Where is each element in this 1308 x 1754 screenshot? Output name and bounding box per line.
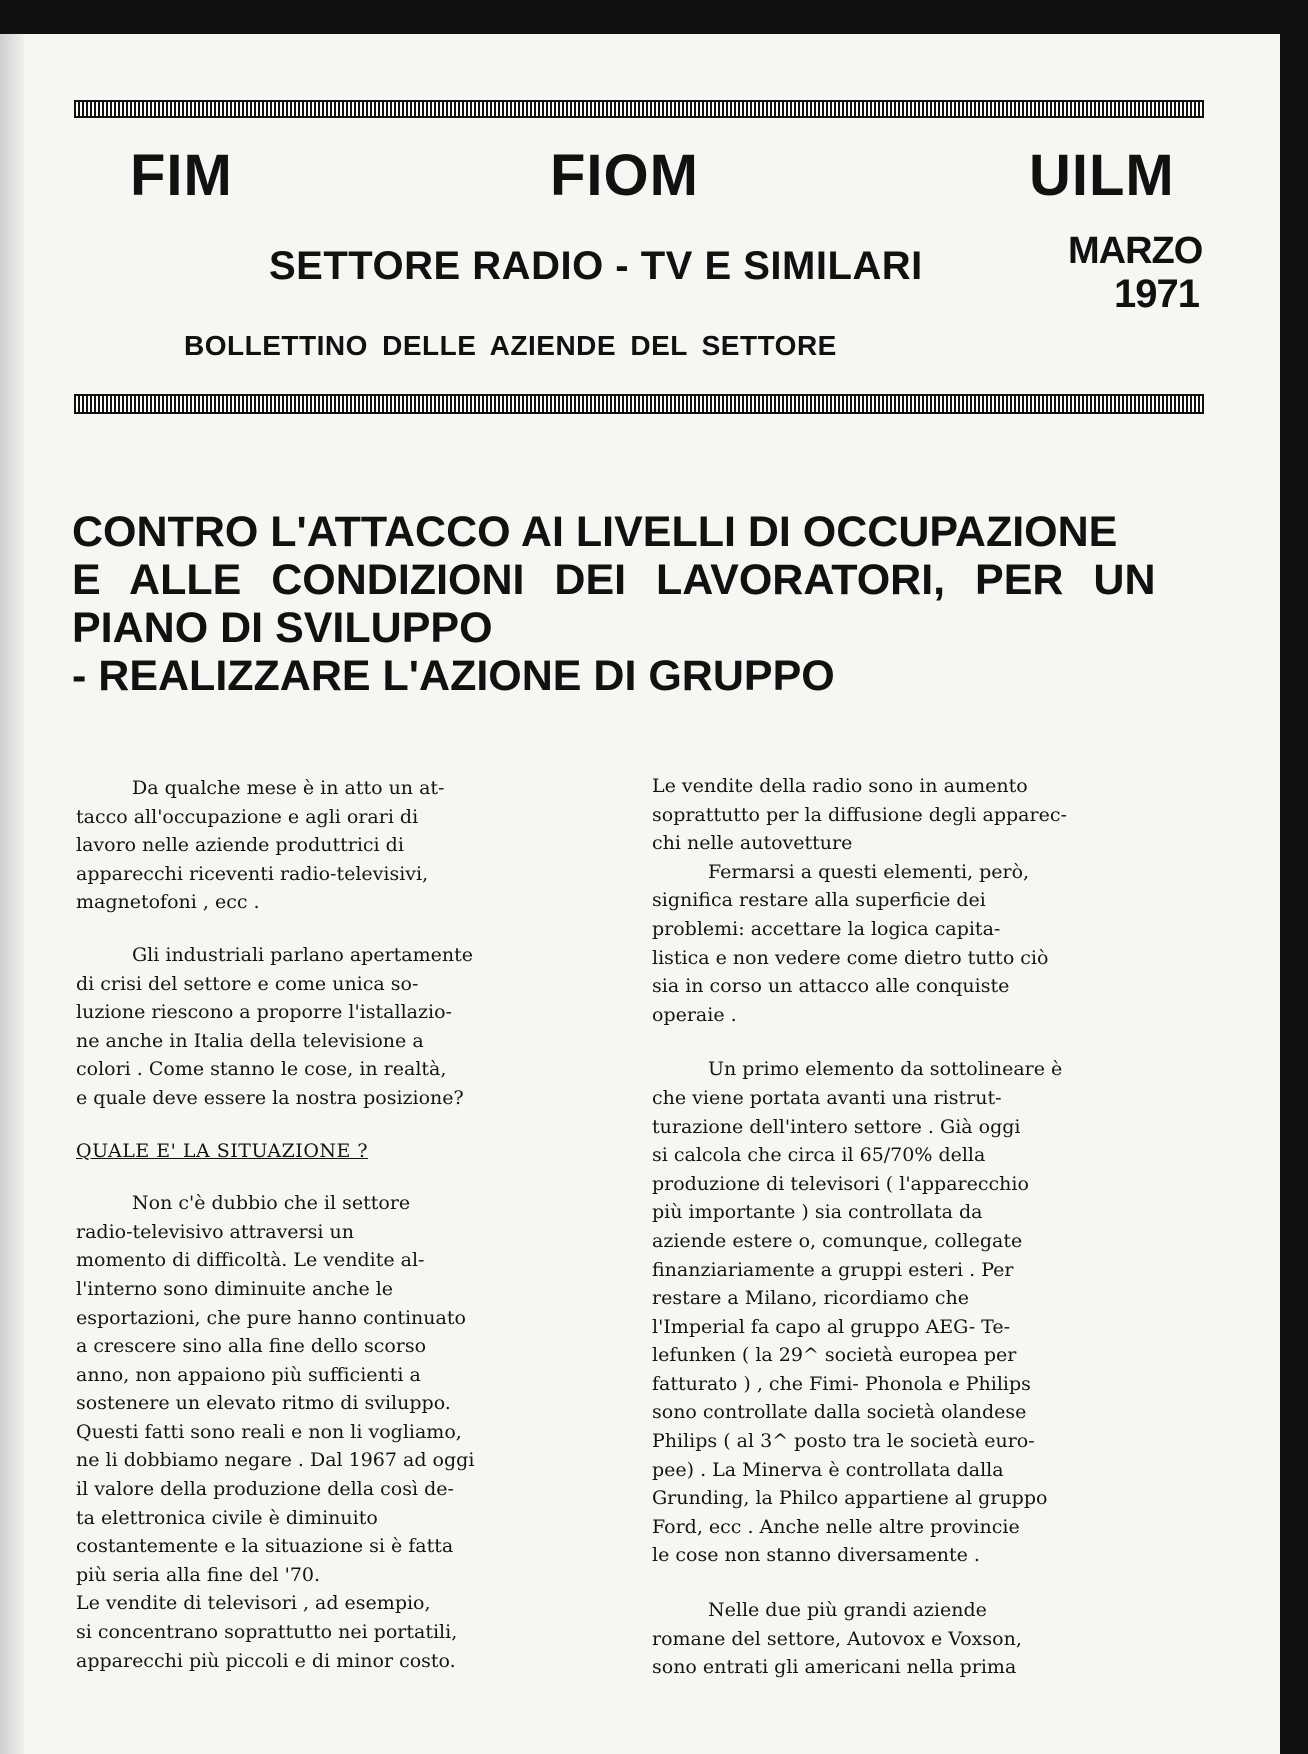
union-fiom: FIOM: [550, 143, 699, 208]
bottom-rule: [74, 394, 1204, 414]
paragraph: [652, 772, 1232, 858]
text-line: tacco all'occupazione e agli orari di: [76, 805, 419, 828]
text-line: di crisi del settore e come unica so-: [76, 972, 419, 995]
text-line: soprattutto per la diffusione degli apparec-: [652, 803, 1067, 826]
text-line: apparecchi riceventi radio-televisivi,: [76, 862, 429, 885]
text-line: si calcola che circa il 65/70% della: [652, 1144, 986, 1167]
text-line: costantemente e la situazione si è fatta: [76, 1535, 454, 1558]
text-line: aziende estere o, comunque, collegate: [652, 1229, 1023, 1252]
text-line: sia in corso un attacco alle conquiste: [652, 975, 1010, 998]
text-line: e quale deve essere la nostra posizione?: [76, 1086, 464, 1109]
issue-year: 1971: [1114, 272, 1199, 316]
left-column: [76, 774, 636, 1675]
page-edge-shadow: [0, 34, 24, 1754]
text-line: Le vendite della radio sono in aumento: [652, 775, 1028, 797]
bulletin-page: [24, 34, 1280, 1754]
paragraph: [652, 1055, 1232, 1570]
text-line: turazione dell'intero settore . Già oggi: [652, 1115, 1021, 1138]
headline-line: - REALIZZARE L'AZIONE DI GRUPPO: [72, 652, 835, 700]
text-line: l'Imperial fa capo al gruppo AEG- Te-: [652, 1315, 1011, 1338]
paragraph: [76, 1189, 636, 1675]
text-line: Da qualche mese è in atto un at-: [132, 777, 445, 799]
headline-line: PIANO DI SVILUPPO: [72, 604, 493, 652]
paragraph: [652, 1596, 1232, 1682]
text-line: chi nelle autovetture: [652, 832, 853, 855]
text-line: Philips ( al 3^ posto tra le società euro-: [652, 1430, 1035, 1453]
text-line: che viene portata avanti una ristrut-: [652, 1086, 1002, 1109]
sector-title: SETTORE RADIO - TV E SIMILARI: [269, 244, 923, 288]
section-subheading: QUALE E' LA SITUAZIONE ?: [76, 1139, 369, 1162]
text-line: significa restare alla superficie dei: [652, 889, 986, 912]
text-line: ta elettronica civile è diminuito: [76, 1506, 378, 1529]
bulletin-title: BOLLETTINO DELLE AZIENDE DEL SETTORE: [184, 330, 837, 361]
right-column: [652, 772, 1232, 1682]
text-line: sono controllate dalla società olandese: [652, 1401, 1027, 1424]
text-line: l'interno sono diminuite anche le: [76, 1277, 394, 1300]
paragraph: [652, 858, 1232, 1030]
text-line: sostenere un elevato ritmo di sviluppo.: [76, 1392, 451, 1415]
text-line: finanziariamente a gruppi esteri . Per: [652, 1258, 1014, 1281]
text-line: problemi: accettare la logica capita-: [652, 917, 1001, 940]
text-line: colori . Come stanno le cose, in realtà,: [76, 1058, 447, 1081]
text-line: le cose non stanno diversamente .: [652, 1544, 980, 1567]
text-line: si concentrano soprattutto nei portatili,: [76, 1621, 458, 1644]
text-line: Questi fatti sono reali e non li vogliamo,: [76, 1420, 462, 1443]
text-line: ne li dobbiamo negare . Dal 1967 ad oggi: [76, 1449, 475, 1472]
text-line: esportazioni, che pure hanno continuato: [76, 1306, 466, 1329]
text-line: pee) . La Minerva è controllata dalla: [652, 1458, 1004, 1481]
issue-month: MARZO: [1068, 230, 1203, 272]
text-line: più seria alla fine del '70.: [76, 1563, 321, 1586]
main-headline: [72, 508, 1262, 700]
text-line: a crescere sino alla fine dello scorso: [76, 1335, 427, 1358]
text-line: fatturato ) , che Fimi- Phonola e Philips: [652, 1372, 1031, 1395]
text-line: Un primo elemento da sottolineare è: [708, 1058, 1063, 1081]
text-line: anno, non appaiono più sufficienti a: [76, 1363, 421, 1386]
text-line: operaie .: [652, 1003, 737, 1026]
text-line: il valore della produzione della così de-: [76, 1478, 454, 1501]
text-line: sono entrati gli americani nella prima: [652, 1656, 1017, 1679]
text-line: Gli industriali parlano apertamente: [132, 943, 473, 966]
text-line: magnetofoni , ecc .: [76, 891, 260, 914]
text-line: Le vendite di televisori , ad esempio,: [76, 1592, 431, 1615]
text-line: radio-televisivo attraversi un: [76, 1220, 354, 1243]
union-uilm: UILM: [1029, 143, 1175, 208]
text-line: listica e non vedere come dietro tutto ciò: [652, 946, 1049, 969]
text-line: lefunken ( la 29^ società europea per: [652, 1344, 1017, 1367]
text-line: romane del settore, Autovox e Voxson,: [652, 1627, 1022, 1650]
text-line: ne anche in Italia della televisione a: [76, 1029, 424, 1052]
union-fim: FIM: [130, 143, 233, 208]
top-rule: [74, 100, 1204, 118]
headline-line: CONTRO L'ATTACCO AI LIVELLI DI OCCUPAZIONE: [72, 508, 1118, 556]
text-line: lavoro nelle aziende produttrici di: [76, 834, 404, 857]
text-line: restare a Milano, ricordiamo che: [652, 1287, 969, 1310]
text-line: produzione di televisori ( l'apparecchio: [652, 1172, 1029, 1195]
text-line: Non c'è dubbio che il settore: [132, 1192, 411, 1215]
paragraph: [76, 941, 636, 1113]
text-line: più importante ) sia controllata da: [652, 1201, 983, 1224]
text-line: apparecchi più piccoli e di minor costo.: [76, 1649, 456, 1672]
headline-line: E ALLE CONDIZIONI DEI LAVORATORI, PER UN: [72, 556, 1156, 604]
text-line: luzione riescono a proporre l'istallazio-: [76, 1001, 452, 1024]
text-line: Grunding, la Philco appartiene al gruppo: [652, 1487, 1048, 1510]
text-line: Fermarsi a questi elementi, però,: [708, 860, 1030, 883]
text-line: Ford, ecc . Anche nelle altre provincie: [652, 1515, 1020, 1538]
intro-paragraph: [76, 774, 636, 917]
text-line: Nelle due più grandi aziende: [708, 1599, 987, 1622]
text-line: momento di difficoltà. Le vendite al-: [76, 1249, 425, 1272]
